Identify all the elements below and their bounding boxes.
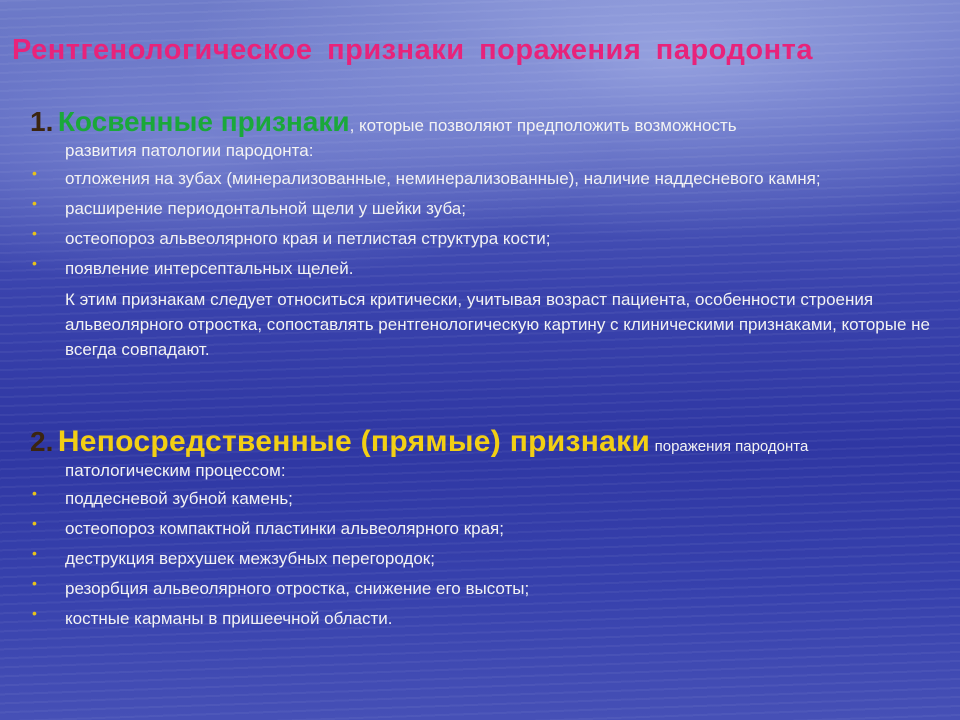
section-number: 2. xyxy=(30,426,54,457)
bullet-icon: • xyxy=(32,225,37,241)
bullet-icon: • xyxy=(32,255,37,271)
bullet-icon: • xyxy=(32,575,37,591)
bullet-icon: • xyxy=(32,485,37,501)
section-heading-tail: поражения пародонта xyxy=(654,438,809,455)
list-item-text: поддесневой зубной камень; xyxy=(65,489,293,508)
list-item xyxy=(32,225,935,251)
list-item xyxy=(32,605,935,631)
section-heading-continuation: патологическим процессом: xyxy=(65,461,286,480)
list-item xyxy=(32,575,935,601)
list-item-text: появление интерсептальных щелей. xyxy=(65,259,354,278)
bullet-icon: • xyxy=(32,165,37,181)
section-direct-signs xyxy=(30,424,935,637)
bullet-icon: • xyxy=(32,515,37,531)
bullet-icon: • xyxy=(32,195,37,211)
list-item xyxy=(32,485,935,511)
list-item-text: остеопороз альвеолярного края и петлистая структура кости; xyxy=(65,229,551,248)
section-heading-tail: , которые позволяют предположить возможность xyxy=(349,116,737,135)
section-number: 1. xyxy=(30,106,54,137)
bullet-icon: • xyxy=(32,605,37,621)
list-item-text: резорбция альвеолярного отростка, снижение его высоты; xyxy=(65,579,530,598)
list-item-text: отложения на зубах (минерализованные, неминерализованные), наличие наддесневого камня; xyxy=(65,169,821,188)
section-heading-continuation: развития патологии пародонта: xyxy=(65,141,314,160)
section-note: К этим признакам следует относиться критически, учитывая возраст пациента, особенности строения альвеолярного отростка, сопоставлять рентгенологическую картину с клиническими признаками, которые не всегда совпадают. xyxy=(65,290,930,359)
list-item xyxy=(32,255,935,281)
section-heading: Косвенные признаки xyxy=(57,106,350,137)
direct-signs-list xyxy=(30,487,935,631)
list-item-text: остеопороз компактной пластинки альвеолярного края; xyxy=(65,519,504,538)
slide-title: Рентгенологическое признаки поражения пародонта xyxy=(12,34,813,66)
list-item-text: деструкция верхушек межзубных перегородок; xyxy=(65,549,435,568)
section-heading: Непосредственные (прямые) признаки xyxy=(57,425,651,458)
bullet-icon: • xyxy=(32,545,37,561)
list-item xyxy=(32,545,935,571)
section-indirect-signs xyxy=(30,104,935,362)
list-item xyxy=(32,515,935,541)
indirect-signs-list xyxy=(30,167,935,281)
list-item xyxy=(32,165,935,191)
list-item xyxy=(32,195,935,221)
list-item-text: костные карманы в пришеечной области. xyxy=(65,609,393,628)
list-item-text: расширение периодонтальной щели у шейки зуба; xyxy=(65,199,466,218)
